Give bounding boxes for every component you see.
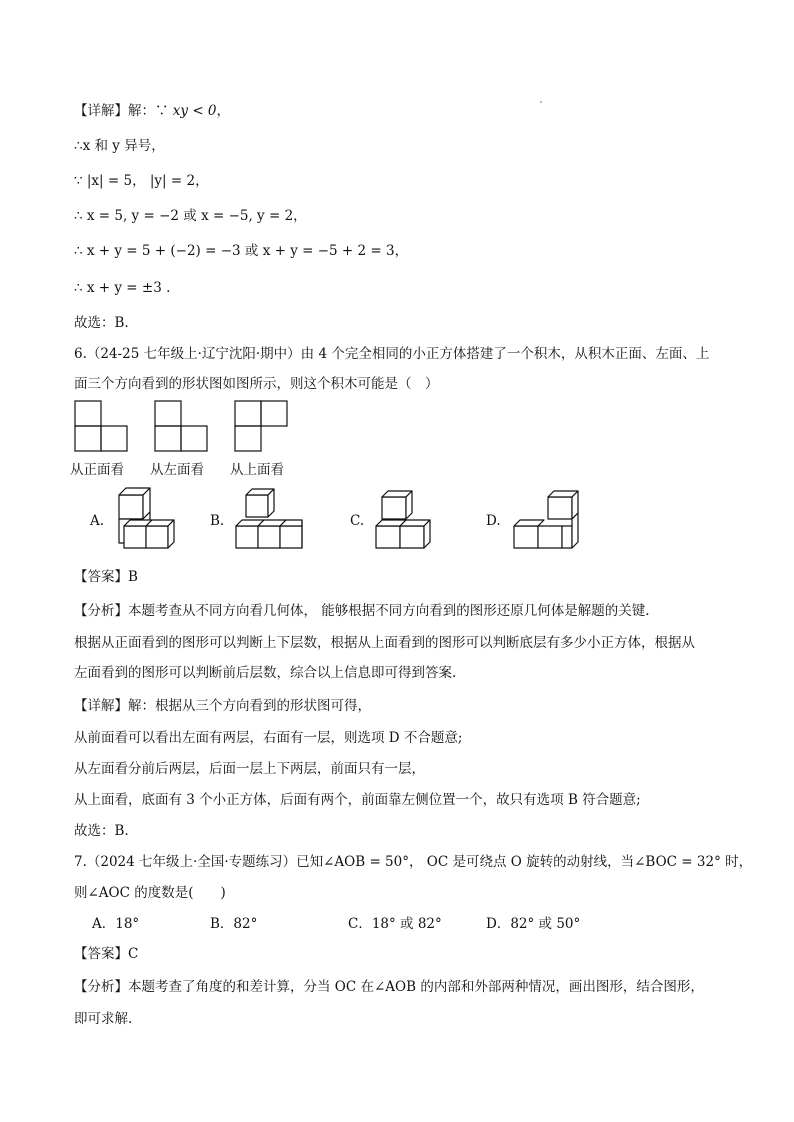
q5-line-absolute-values: ∵ |x| = 5， |y| = 2，	[74, 173, 209, 189]
left-view-square-bottom-right	[181, 426, 207, 451]
q5-line-result: ∴ x + y = ±3 .	[74, 280, 171, 296]
cube-a-front-right	[146, 520, 174, 548]
q6-analysis-line-2: 根据从正面看到的图形可以判断上下层数，根据从上面看到的图形可以判断底层有多少小正方体，根据从	[74, 635, 695, 651]
front-view-label: 从正面看	[70, 462, 124, 478]
q6-options	[74, 487, 634, 552]
q6-stem-line-1: 6.（24-25 七年级上·辽宁沈阳·期中）由 4 个完全相同的小正方体搭建了一个积木，从积木正面、左面、上	[74, 346, 710, 362]
top-view-square-bottom-left	[235, 426, 261, 451]
q5-detail-intro: 解：	[128, 103, 155, 119]
q7-choices	[92, 912, 692, 930]
q6-option-b-letter: B.	[210, 513, 225, 529]
q7-stem-line-2: 则∠AOC 的度数是( )	[74, 885, 226, 901]
top-view-figure	[234, 400, 290, 454]
q7-choice-b: B．82°	[210, 916, 258, 932]
q5-line-cases: ∴ x = 5, y = −2 或 x = −5, y = 2，	[74, 208, 307, 224]
front-view-square-bottom-right	[101, 426, 127, 451]
left-view-square-top	[155, 401, 181, 426]
q6-detail-line-4: 从上面看，底面有 3 个小正方体，后面有两个，前面靠左侧位置一个，故只有选项 B 符合题意;	[74, 792, 641, 808]
q5-detail-label: 【详解】	[74, 103, 128, 119]
q6-option-a-figure	[116, 487, 176, 552]
q7-analysis-line-1: 【分析】本题考查了角度的和差计算，分当 OC 在∠AOB 的内部和外部两种情况，画出图形，结合图形，	[74, 979, 704, 995]
front-view	[70, 400, 130, 478]
q6-option-c-letter: C.	[350, 513, 365, 529]
q7-answer: 【答案】C	[74, 946, 139, 962]
cube-d-top	[548, 491, 578, 519]
q7-choice-c: C．18° 或 82°	[348, 916, 442, 932]
q7-choice-d: D．82° 或 50°	[486, 916, 581, 932]
q6-three-views	[70, 400, 314, 480]
q7-stem-line-1: 7.（2024 七年级上·全国·专题练习）已知∠AOB = 50°， OC 是可绕点 O 旋转的动射线，当∠BOC = 32° 时，	[74, 854, 753, 870]
left-view	[150, 400, 210, 478]
left-view-square-bottom-left	[155, 426, 181, 451]
top-view-label: 从上面看	[230, 462, 284, 478]
left-view-label: 从左面看	[150, 462, 204, 478]
q6-choose: 故选：B.	[74, 823, 129, 839]
q6-answer: 【答案】B	[74, 569, 138, 585]
q6-option-d-figure	[512, 487, 582, 552]
q5-because-symbol: ∵	[155, 103, 169, 119]
q5-line-opposite-signs: ∴x 和 y 异号，	[74, 138, 165, 154]
q6-analysis-line-3: 左面看到的图形可以判断前后层数，综合以上信息即可得到答案.	[74, 665, 457, 681]
cube-b-back-top	[246, 489, 274, 517]
q6-detail-line-1: 【详解】解：根据从三个方向看到的形状图可得，	[74, 698, 371, 714]
q6-option-d-letter: D.	[486, 513, 501, 529]
q7-analysis-line-2: 即可求解.	[74, 1011, 133, 1027]
q6-option-c-figure	[374, 487, 434, 552]
q5-comma: ，	[216, 103, 231, 119]
left-view-figure	[154, 400, 210, 454]
cube-d-bottom-middle	[538, 526, 562, 548]
top-view-square-top-right	[261, 401, 287, 426]
cube-b-front-right	[280, 520, 302, 548]
q6-analysis-line-1: 【分析】本题考查从不同方向看几何体， 能够根据不同方向看到的图形还原几何体是解题的关键.	[74, 603, 650, 619]
q6-detail-line-2: 从前面看可以看出左面有两层，右面有一层，则选项 D 不合题意;	[74, 730, 463, 746]
q6-stem-line-2: 面三个方向看到的形状图如图所示，则这个积木可能是（ ）	[74, 376, 439, 392]
q5-line-sums: ∴ x + y = 5 + (−2) = −3 或 x + y = −5 + 2 = 3，	[74, 243, 409, 259]
top-view-square-top-left	[235, 401, 261, 426]
q6-option-b-figure	[234, 487, 304, 552]
front-view-figure	[74, 400, 130, 454]
front-view-square-top	[75, 401, 101, 426]
q5-choose: 故选：B.	[74, 315, 129, 331]
q6-detail-line-3: 从左面看分前后两层，后面一层上下两层，前面只有一层，	[74, 761, 425, 777]
top-view	[230, 400, 290, 478]
front-view-square-bottom-left	[75, 426, 101, 451]
q6-option-a-letter: A.	[90, 513, 105, 529]
q5-detail-line	[74, 102, 734, 120]
q5-expression: xy < 0	[172, 103, 217, 119]
cube-c-bottom-right	[400, 520, 430, 548]
q7-choice-a: A．18°	[92, 916, 140, 932]
cube-a-back-top	[119, 488, 150, 519]
cube-c-top	[382, 491, 412, 519]
